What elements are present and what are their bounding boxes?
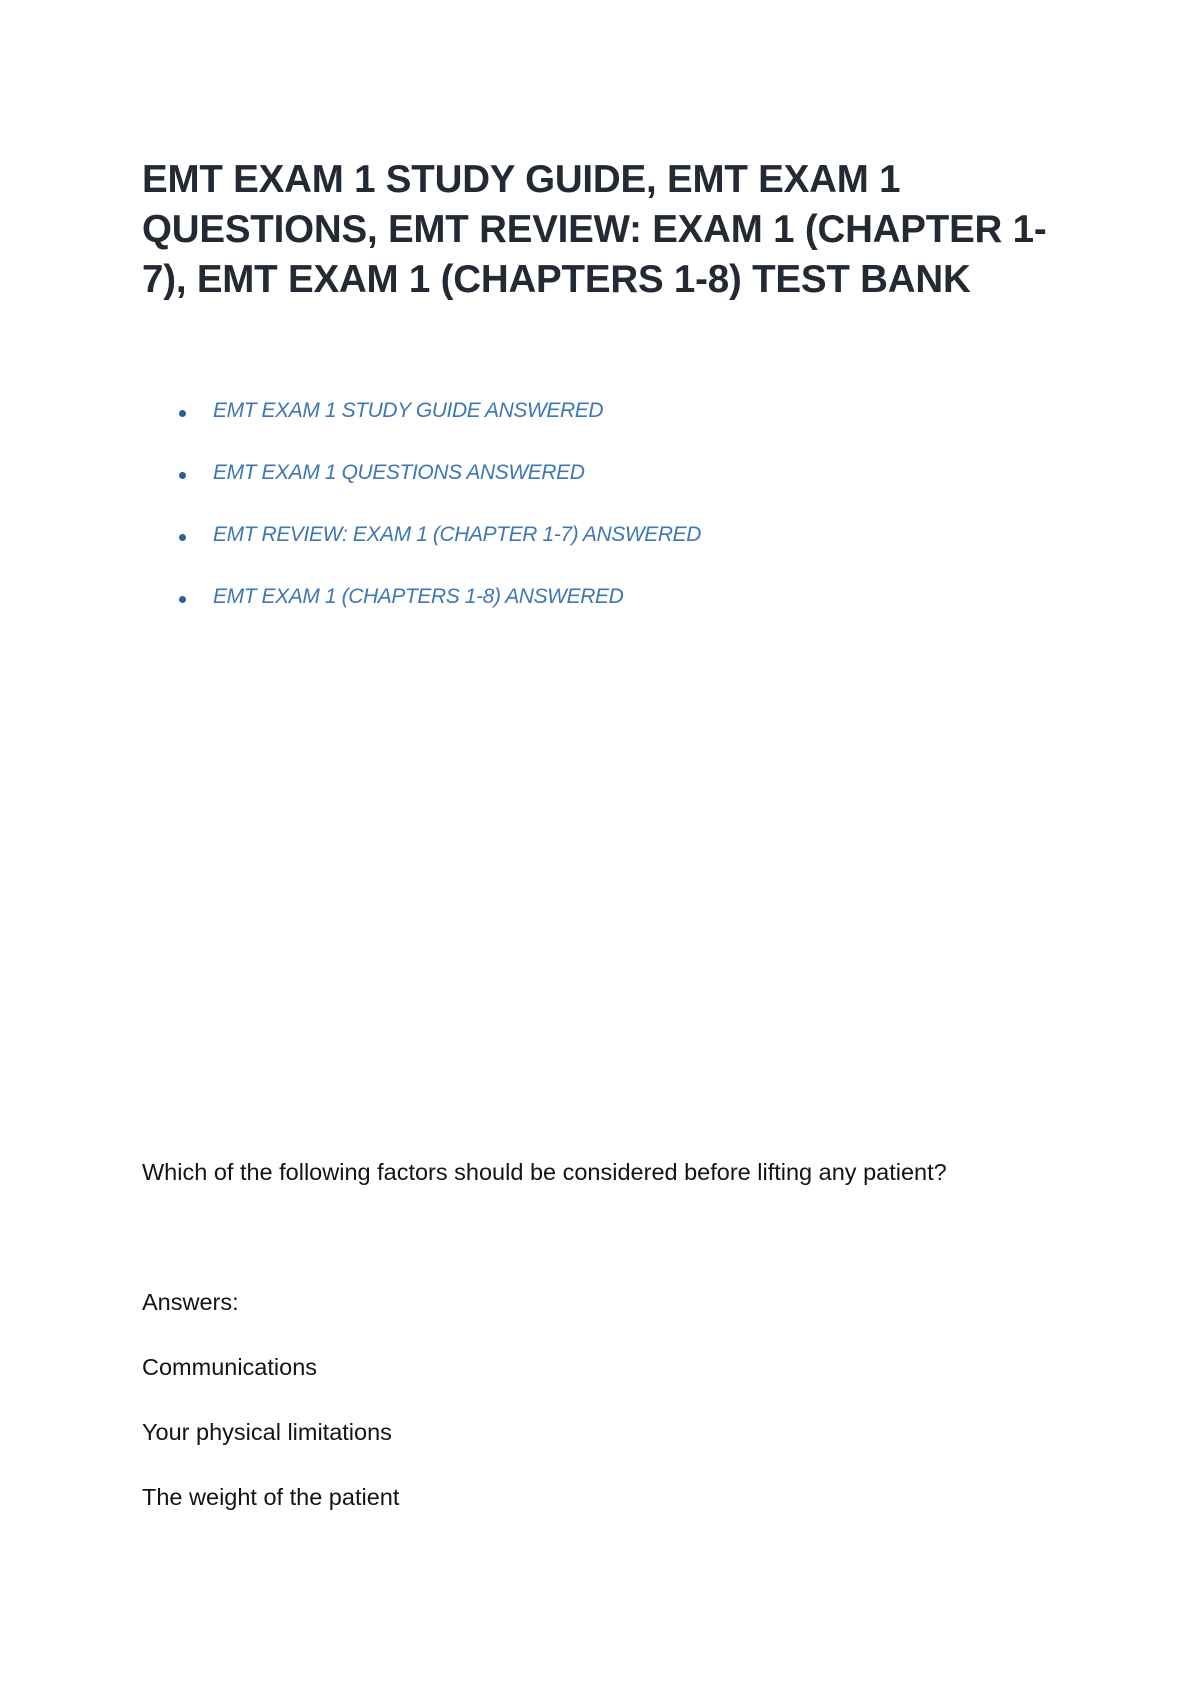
document-title: EMT EXAM 1 STUDY GUIDE, EMT EXAM 1 QUESTIONS, EMT REVIEW: EXAM 1 (CHAPTER 1-7), EMT EXAM 1 (CHAPTERS 1-8) TEST BANK xyxy=(142,158,1047,301)
link-list xyxy=(170,396,701,644)
list-item xyxy=(170,458,701,520)
list-item xyxy=(170,582,701,644)
link-study-guide[interactable]: EMT EXAM 1 STUDY GUIDE ANSWERED xyxy=(213,399,604,422)
answers-label: Answers: xyxy=(142,1289,239,1315)
answer-list xyxy=(142,1352,399,1547)
answer-item: Communications xyxy=(142,1354,318,1380)
list-item xyxy=(170,520,701,582)
link-review-chapter-1-7[interactable]: EMT REVIEW: EXAM 1 (CHAPTER 1-7) ANSWERED xyxy=(213,523,702,546)
link-chapters-1-8[interactable]: EMT EXAM 1 (CHAPTERS 1-8) ANSWERED xyxy=(213,585,624,608)
bullet-icon xyxy=(179,472,186,479)
answer-item: The weight of the patient xyxy=(142,1484,400,1510)
answer-item: Your physical limitations xyxy=(142,1419,392,1445)
bullet-icon xyxy=(179,410,186,417)
bullet-icon xyxy=(179,596,186,603)
list-item xyxy=(170,396,701,458)
question-text: Which of the following factors should be considered before lifting any patient? xyxy=(142,1159,947,1185)
link-questions[interactable]: EMT EXAM 1 QUESTIONS ANSWERED xyxy=(213,461,585,484)
bullet-icon xyxy=(179,534,186,541)
